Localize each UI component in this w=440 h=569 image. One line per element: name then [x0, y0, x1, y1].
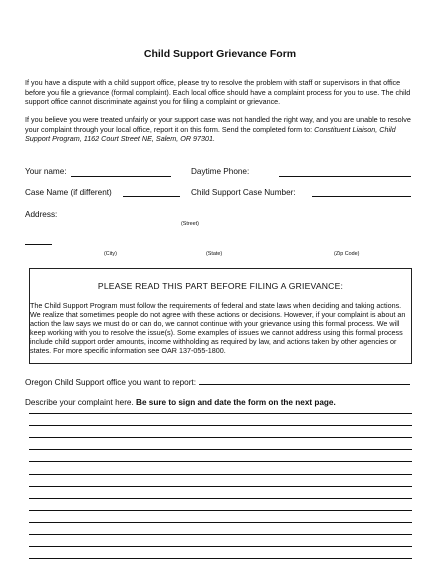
- complaint-writing-line[interactable]: [29, 522, 412, 523]
- address-label: Address:: [25, 210, 58, 219]
- complaint-writing-line[interactable]: [29, 546, 412, 547]
- case-name-line[interactable]: [123, 196, 180, 197]
- your-name-label: Your name:: [25, 167, 67, 176]
- zip-caption: (Zip Code): [334, 251, 360, 257]
- form-title: Child Support Grievance Form: [143, 48, 297, 60]
- complaint-writing-line[interactable]: [29, 534, 412, 535]
- complaint-writing-line[interactable]: [29, 437, 412, 438]
- state-caption: (State): [206, 251, 223, 257]
- daytime-phone-label: Daytime Phone:: [191, 167, 250, 176]
- describe-label: [25, 398, 336, 407]
- city-caption: (City): [104, 251, 117, 257]
- office-label: Oregon Child Support office you want to report:: [25, 378, 196, 387]
- mailing-address: Constituent Liaison, Child Support Program, 1162 Court Street NE, Salem, OR 97301.: [25, 124, 396, 144]
- street-caption: (Street): [181, 221, 199, 227]
- complaint-writing-line[interactable]: [29, 413, 412, 414]
- complaint-writing-line[interactable]: [29, 425, 412, 426]
- submission-instructions: If you believe you were treated unfairly or your support case was not handled the right way, and you are unable to resolve your complaint through your local office, report it on this form. Send the completed form to:: [25, 115, 411, 134]
- daytime-phone-line[interactable]: [279, 176, 411, 177]
- notice-heading: PLEASE READ THIS PART BEFORE FILING A GRIEVANCE:: [97, 281, 344, 291]
- case-number-line[interactable]: [312, 196, 411, 197]
- sign-reminder: Be sure to sign and date the form on the next page.: [136, 398, 336, 407]
- describe-text: Describe your complaint here.: [25, 398, 134, 407]
- intro-paragraph: If you have a dispute with a child support office, please try to resolve the problem with staff or supervisors in that office before you file a grievance (formal complaint). Each local office should have a complaint process for you to use. The child support office cannot discriminate against you for filing a complaint or grievance.: [25, 78, 411, 107]
- submission-paragraph: [25, 115, 420, 144]
- complaint-writing-line[interactable]: [29, 449, 412, 450]
- office-line[interactable]: [199, 384, 410, 385]
- case-name-label: Case Name (if different): [25, 188, 112, 197]
- complaint-writing-line[interactable]: [29, 558, 412, 559]
- address-line-start[interactable]: [25, 244, 52, 245]
- notice-body: The Child Support Program must follow the requirements of federal and state laws when deciding and taking actions. We realize that sometimes people do not agree with these actions or decisions. However, if your complaint is about an action the law says we must do or can do, we cannot continue with your grievance using this formal process. We will keep working with you to resolve the issue(s). Some examples of issues we cannot address using this formal process include child support order amounts, income withholding as required by law, and actions taken by other agencies or states. For more specific information see OAR 137-055-1800.: [30, 301, 406, 355]
- complaint-writing-line[interactable]: [29, 486, 412, 487]
- your-name-line[interactable]: [71, 176, 171, 177]
- case-number-label: Child Support Case Number:: [191, 188, 296, 197]
- complaint-writing-line[interactable]: [29, 474, 412, 475]
- complaint-writing-line[interactable]: [29, 498, 412, 499]
- complaint-writing-line[interactable]: [29, 461, 412, 462]
- complaint-writing-line[interactable]: [29, 510, 412, 511]
